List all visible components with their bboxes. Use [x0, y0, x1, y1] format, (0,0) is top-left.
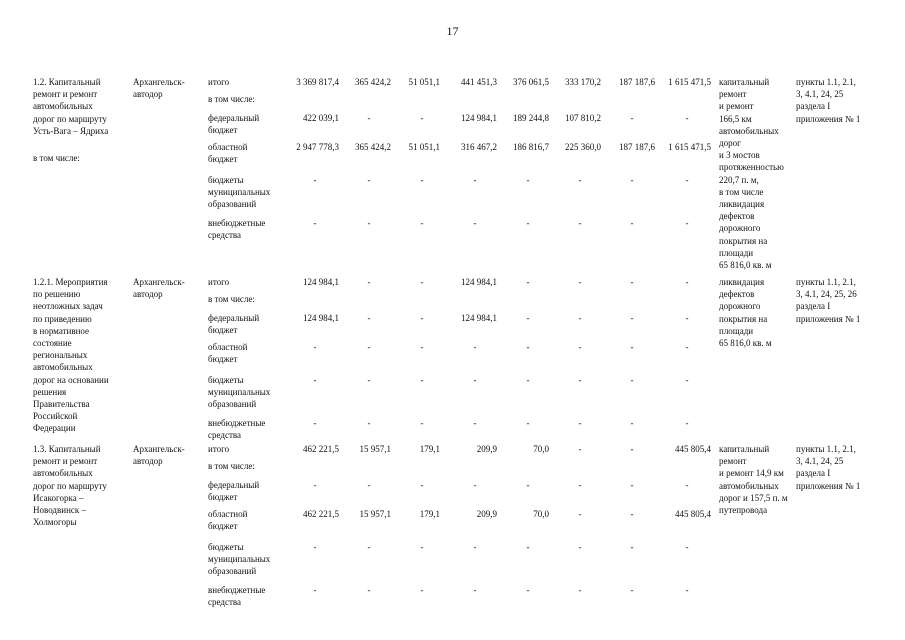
funding-source-label: муниципальных: [208, 387, 271, 398]
cell-value: 225 360,0: [565, 142, 601, 152]
cell-value: -: [313, 175, 317, 185]
expected-result: дорожного: [719, 301, 761, 312]
cell-value: -: [526, 218, 530, 228]
page-number: 17: [446, 24, 459, 38]
indicator-reference: раздела I: [796, 301, 831, 312]
expected-result: дорожного: [719, 223, 761, 234]
cell-value: 51 051,1: [408, 142, 440, 152]
cell-value: -: [367, 585, 371, 595]
cell-value: -: [578, 444, 582, 454]
funding-source-label: муниципальных: [208, 187, 271, 198]
funding-source-label: образований: [208, 566, 257, 577]
funding-source-label: бюджет: [208, 521, 238, 532]
expected-result: и ремонт: [719, 101, 754, 112]
cell-value: 51 051,1: [408, 77, 440, 87]
expected-result: автомобильных: [719, 480, 779, 491]
activity-name: ремонт и ремонт: [33, 89, 98, 100]
cell-value: 15 957,1: [359, 444, 391, 454]
cell-value: -: [685, 375, 689, 385]
cell-value: -: [526, 342, 530, 352]
expected-result: ремонт: [719, 456, 747, 467]
activity-name: по приведению: [33, 313, 92, 324]
activity-name: Российской: [33, 411, 78, 422]
funding-source-label: внебюджетные: [208, 585, 266, 595]
expected-result: площади: [719, 247, 754, 258]
activity-subnote: в том числе:: [33, 153, 80, 163]
activity-name: решения: [33, 386, 67, 397]
expected-result: автомобильных: [719, 125, 779, 136]
expected-result: покрытия на: [719, 313, 768, 324]
activity-name: дорог по маршруту: [33, 480, 107, 491]
funding-source-label: областной: [208, 142, 248, 152]
cell-value: -: [367, 542, 371, 552]
cell-value: -: [473, 218, 477, 228]
expected-result: дефектов: [719, 211, 755, 222]
cell-value: 124 984,1: [303, 277, 339, 287]
expected-result: дорог и 157,5 п. м: [719, 492, 788, 503]
indicator-reference: приложения № 1: [796, 480, 861, 491]
funding-source-label: областной: [208, 342, 248, 352]
activity-name: состояние: [33, 338, 72, 348]
activity-name: Исакогорка –: [33, 492, 84, 503]
activity-name: 1.3. Капитальный: [33, 444, 101, 454]
cell-value: -: [685, 277, 689, 287]
cell-value: 365 424,2: [355, 77, 391, 87]
funding-source-label: итого: [208, 77, 230, 87]
cell-value: -: [578, 342, 582, 352]
cell-value: 316 467,2: [461, 142, 497, 152]
executor: Архангельск-: [133, 277, 185, 287]
cell-value: -: [578, 480, 582, 490]
cell-value: 187 187,6: [619, 77, 655, 87]
activity-name: автомобильных: [33, 362, 93, 373]
expected-result: 220,7 п. м,: [719, 174, 759, 185]
expected-result: площади: [719, 325, 754, 336]
executor: автодор: [133, 456, 163, 467]
expected-result: и ремонт 14,9 км: [719, 468, 784, 479]
cell-value: -: [367, 313, 371, 323]
indicator-reference: 3, 4.1, 24, 25, 26: [796, 289, 857, 300]
expected-result: путепровода: [719, 505, 768, 515]
activity-name: ремонт и ремонт: [33, 456, 98, 467]
cell-value: 124 984,1: [461, 313, 497, 323]
activity-name: неотложных задач: [33, 301, 103, 312]
cell-value: -: [630, 585, 634, 595]
activity-name: Новодвинск –: [33, 505, 87, 515]
funding-source-label: в том числе:: [208, 294, 255, 304]
funding-source-label: средства: [208, 597, 242, 608]
cell-value: -: [313, 342, 317, 352]
cell-value: 209,9: [476, 509, 497, 519]
expected-result: протяженностью: [719, 162, 784, 173]
funding-source-label: бюджет: [208, 125, 238, 136]
expected-result: капитальный: [719, 444, 770, 454]
cell-value: 445 805,4: [675, 509, 711, 519]
expected-result: 65 816,0 кв. м: [719, 260, 772, 270]
cell-value: -: [367, 342, 371, 352]
expected-result: 166,5 км: [719, 113, 752, 124]
cell-value: 422 039,1: [303, 113, 339, 123]
funding-source-label: бюджет: [208, 492, 238, 503]
cell-value: -: [630, 113, 634, 123]
executor: Архангельск-: [133, 444, 185, 454]
cell-value: -: [367, 480, 371, 490]
cell-value: 187 187,6: [619, 142, 655, 152]
expected-result: ликвидация: [719, 277, 765, 287]
funding-source-label: внебюджетные: [208, 218, 266, 228]
indicator-reference: раздела I: [796, 101, 831, 112]
expected-result: ликвидация: [719, 199, 765, 209]
cell-value: -: [630, 480, 634, 490]
expected-result: ремонт: [719, 89, 747, 100]
funding-source-label: федеральный: [208, 480, 260, 490]
cell-value: -: [313, 218, 317, 228]
cell-value: 3 369 817,4: [296, 77, 339, 87]
cell-value: 124 984,1: [461, 113, 497, 123]
cell-value: -: [630, 444, 634, 454]
indicator-reference: приложения № 1: [796, 313, 861, 324]
cell-value: -: [630, 175, 634, 185]
cell-value: 462 221,5: [303, 509, 339, 519]
cell-value: 376 061,5: [513, 77, 549, 87]
cell-value: -: [578, 218, 582, 228]
cell-value: -: [685, 218, 689, 228]
activity-name: автомобильных: [33, 468, 93, 479]
cell-value: -: [685, 542, 689, 552]
funding-source-label: муниципальных: [208, 554, 271, 565]
expected-result: в том числе: [719, 186, 764, 197]
cell-value: 124 984,1: [461, 277, 497, 287]
cell-value: -: [685, 585, 689, 595]
expected-result: дефектов: [719, 289, 755, 300]
indicator-reference: пункты 1.1, 2.1,: [796, 444, 856, 454]
cell-value: -: [313, 375, 317, 385]
funding-source-label: бюджеты: [208, 542, 244, 552]
cell-value: 441 451,3: [461, 77, 497, 87]
funding-source-label: в том числе:: [208, 94, 255, 104]
funding-source-label: итого: [208, 444, 230, 454]
funding-source-label: бюджет: [208, 154, 238, 165]
cell-value: 209,9: [476, 444, 497, 454]
activity-name: в нормативное: [33, 325, 89, 336]
expected-result: покрытия на: [719, 235, 768, 246]
cell-value: 1 615 471,5: [668, 77, 711, 87]
cell-value: -: [526, 480, 530, 490]
cell-value: -: [685, 342, 689, 352]
cell-value: -: [420, 342, 424, 352]
cell-value: -: [420, 218, 424, 228]
activity-name: 1.2. Капитальный: [33, 77, 101, 87]
cell-value: -: [367, 175, 371, 185]
cell-value: -: [420, 542, 424, 552]
cell-value: -: [473, 175, 477, 185]
cell-value: -: [578, 313, 582, 323]
funding-source-label: в том числе:: [208, 461, 255, 471]
funding-source-label: федеральный: [208, 313, 260, 323]
cell-value: -: [578, 585, 582, 595]
indicator-reference: 3, 4.1, 24, 25: [796, 456, 844, 467]
cell-value: -: [578, 175, 582, 185]
cell-value: -: [630, 218, 634, 228]
cell-value: -: [420, 480, 424, 490]
activity-name: 1.2.1. Мероприятия: [33, 277, 108, 287]
cell-value: -: [685, 480, 689, 490]
activity-name: региональных: [33, 350, 88, 361]
cell-value: 1 615 471,5: [668, 142, 711, 152]
activity-name: Федерации: [33, 423, 76, 434]
cell-value: 189 244,8: [513, 113, 549, 123]
indicator-reference: раздела I: [796, 468, 831, 479]
cell-value: -: [630, 375, 634, 385]
cell-value: -: [526, 175, 530, 185]
funding-source-label: внебюджетные: [208, 418, 266, 428]
executor: автодор: [133, 289, 163, 300]
cell-value: -: [473, 480, 477, 490]
cell-value: -: [526, 313, 530, 323]
expected-result: 65 816,0 кв. м: [719, 338, 772, 348]
activity-name: дорог на основании: [33, 374, 109, 385]
cell-value: 179,1: [419, 444, 440, 454]
activity-name: по решению: [33, 289, 81, 300]
expected-result: дорог: [719, 138, 741, 148]
cell-value: -: [578, 277, 582, 287]
funding-source-label: федеральный: [208, 113, 260, 123]
cell-value: -: [526, 277, 530, 287]
cell-value: -: [420, 113, 424, 123]
cell-value: -: [420, 585, 424, 595]
cell-value: -: [313, 418, 317, 428]
activity-name: Холмогоры: [33, 517, 77, 528]
cell-value: 179,1: [419, 509, 440, 519]
cell-value: -: [473, 342, 477, 352]
cell-value: -: [313, 585, 317, 595]
cell-value: -: [526, 585, 530, 595]
cell-value: -: [420, 375, 424, 385]
cell-value: -: [685, 113, 689, 123]
cell-value: 445 805,4: [675, 444, 711, 454]
cell-value: -: [630, 418, 634, 428]
cell-value: -: [367, 218, 371, 228]
cell-value: 15 957,1: [359, 509, 391, 519]
cell-value: 462 221,5: [303, 444, 339, 454]
expected-result: капитальный: [719, 77, 770, 87]
cell-value: -: [473, 585, 477, 595]
funding-source-label: бюджет: [208, 354, 238, 365]
cell-value: -: [630, 313, 634, 323]
cell-value: -: [473, 418, 477, 428]
cell-value: -: [685, 313, 689, 323]
cell-value: -: [578, 509, 582, 519]
cell-value: 186 816,7: [513, 142, 549, 152]
cell-value: -: [578, 418, 582, 428]
activity-name: Усть-Вага – Ядриха: [33, 125, 109, 136]
activity-name: автомобильных: [33, 101, 93, 112]
cell-value: 70,0: [533, 509, 549, 519]
funding-source-label: средства: [208, 430, 242, 441]
cell-value: 333 170,2: [565, 77, 601, 87]
cell-value: -: [420, 175, 424, 185]
cell-value: -: [420, 277, 424, 287]
expected-result: и 3 мостов: [719, 150, 760, 161]
funding-source-label: бюджеты: [208, 175, 244, 185]
indicator-reference: пункты 1.1, 2.1,: [796, 277, 856, 287]
cell-value: 2 947 778,3: [296, 142, 339, 152]
funding-source-label: бюджет: [208, 325, 238, 336]
cell-value: -: [367, 277, 371, 287]
cell-value: -: [367, 375, 371, 385]
funding-source-label: областной: [208, 509, 248, 519]
cell-value: -: [630, 542, 634, 552]
funding-source-label: образований: [208, 199, 257, 210]
cell-value: -: [526, 418, 530, 428]
funding-source-label: образований: [208, 399, 257, 410]
cell-value: -: [578, 375, 582, 385]
cell-value: -: [685, 175, 689, 185]
cell-value: -: [526, 375, 530, 385]
cell-value: -: [630, 277, 634, 287]
activity-name: Правительства: [33, 399, 90, 409]
cell-value: 365 424,2: [355, 142, 391, 152]
cell-value: -: [473, 375, 477, 385]
cell-value: 107 810,2: [565, 113, 601, 123]
cell-value: -: [367, 113, 371, 123]
cell-value: 70,0: [533, 444, 549, 454]
funding-source-label: бюджеты: [208, 375, 244, 385]
cell-value: -: [313, 480, 317, 490]
cell-value: -: [578, 542, 582, 552]
indicator-reference: приложения № 1: [796, 113, 861, 124]
executor: Архангельск-: [133, 77, 185, 87]
activity-name: дорог по маршруту: [33, 113, 107, 124]
funding-source-label: средства: [208, 230, 242, 241]
cell-value: -: [526, 542, 530, 552]
cell-value: -: [313, 542, 317, 552]
cell-value: -: [420, 418, 424, 428]
cell-value: -: [367, 418, 371, 428]
funding-source-label: итого: [208, 277, 230, 287]
cell-value: -: [685, 418, 689, 428]
cell-value: -: [473, 542, 477, 552]
cell-value: -: [420, 313, 424, 323]
cell-value: 124 984,1: [303, 313, 339, 323]
cell-value: -: [630, 342, 634, 352]
executor: автодор: [133, 89, 163, 100]
cell-value: -: [630, 509, 634, 519]
indicator-reference: пункты 1.1, 2.1,: [796, 77, 856, 87]
indicator-reference: 3, 4.1, 24, 25: [796, 89, 844, 100]
